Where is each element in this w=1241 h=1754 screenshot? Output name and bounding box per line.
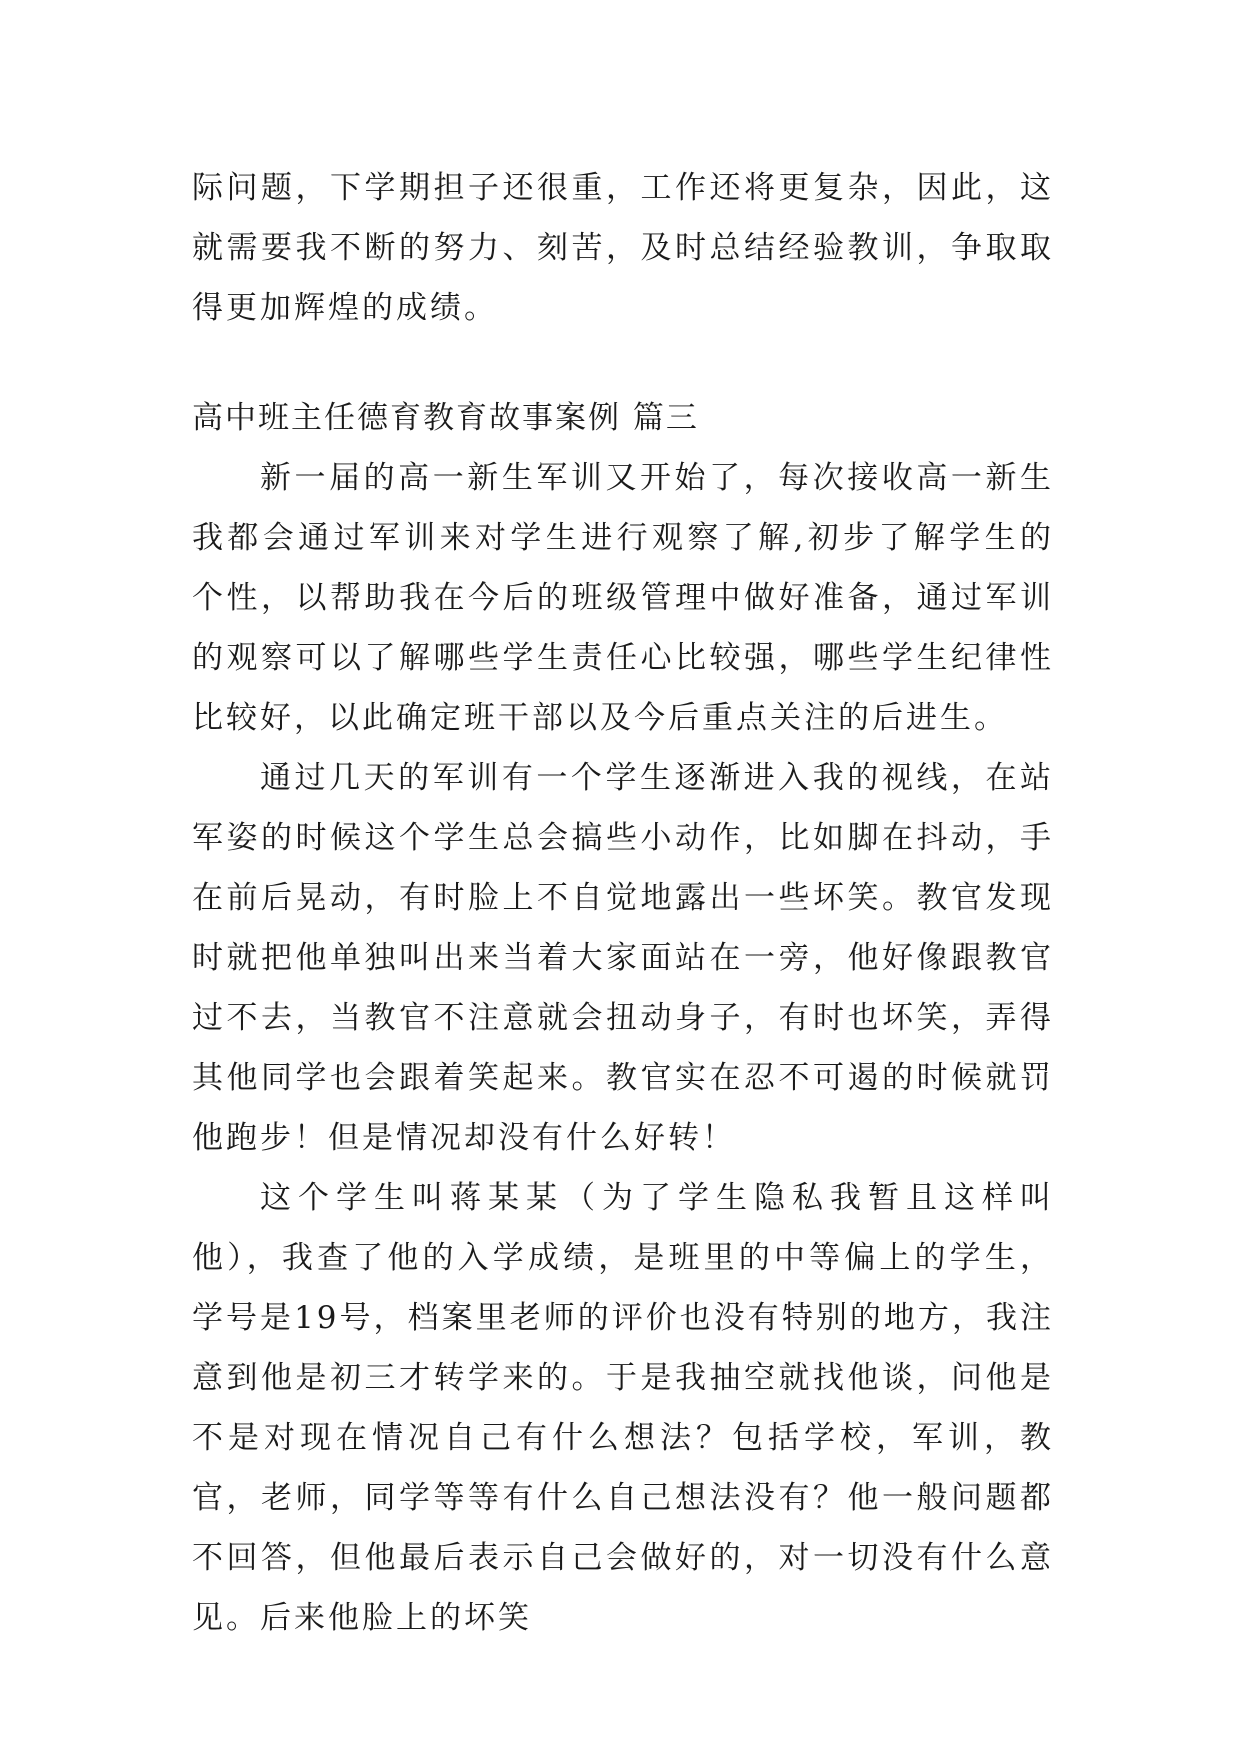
paragraph-2: 通过几天的军训有一个学生逐渐进入我的视线，在站军姿的时候这个学生总会搞些小动作，比如脚在抖动，手在前后晃动，有时脸上不自觉地露出一些坏笑。教官发现时就把他单独叫出来当着大家面站在一旁，他好像跟教官过不去，当教官不注意就会扭动身子，有时也坏笑，弄得其他同学也会跟着笑起来。教官实在忍不可遏的时候就罚他跑步！但是情况却没有什么好转！ — [192, 760, 1054, 1156]
section-spacer — [192, 338, 1054, 388]
paragraph-3: 这个学生叫蒋某某（为了学生隐私我暂且这样叫他），我查了他的入学成绩，是班里的中等偏上的学生，学号是19号，档案里老师的评价也没有特别的地方，我注意到他是初三才转学来的。于是我抽空就找他谈，问他是不是对现在情况自己有什么想法？包括学校，军训，教官，老师，同学等等有什么自己想法没有？他一般问题都不回答，但他最后表示自己会做好的，对一切没有什么意见。后来他脸上的坏笑 — [192, 1180, 1054, 1636]
paragraph-1: 新一届的高一新生军训又开始了，每次接收高一新生我都会通过军训来对学生进行观察了解,初步了解学生的个性，以帮助我在今后的班级管理中做好准备，通过军训的观察可以了解哪些学生责任心比较强，哪些学生纪律性比较好，以此确定班干部以及今后重点关注的后进生。 — [192, 460, 1054, 736]
section-title: 高中班主任德育教育故事案例 篇三 — [192, 400, 699, 436]
document-body — [192, 158, 1054, 1648]
paragraph-continuation: 际问题，下学期担子还很重，工作还将更复杂，因此，这就需要我不断的努力、刻苦，及时总结经验教训，争取取得更加辉煌的成绩。 — [192, 170, 1054, 326]
